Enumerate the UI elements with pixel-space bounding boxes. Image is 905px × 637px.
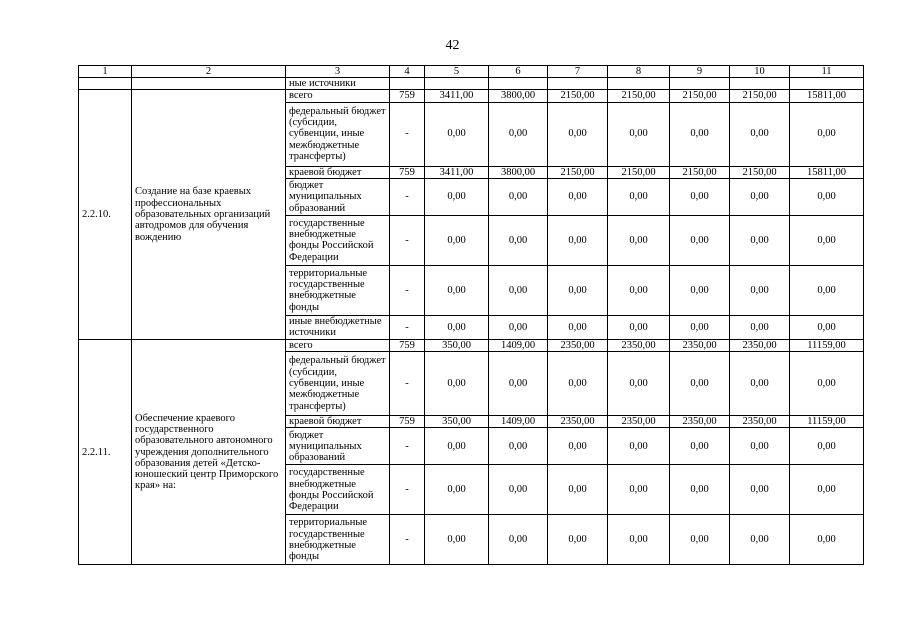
- continuation-row: [79, 78, 864, 90]
- amount-cell: 0,00: [790, 352, 864, 416]
- funding-source: всего: [286, 90, 390, 102]
- column-header: 7: [548, 66, 608, 78]
- amount-cell: 0,00: [790, 178, 864, 215]
- budget-code: -: [390, 265, 425, 315]
- table-body: [79, 66, 864, 565]
- amount-cell: 0,00: [489, 465, 548, 515]
- column-header: 3: [286, 66, 390, 78]
- amount-cell: 0,00: [790, 465, 864, 515]
- amount-cell: 350,00: [425, 416, 489, 428]
- funding-source: краевой бюджет: [286, 416, 390, 428]
- amount-cell: 0,00: [548, 465, 608, 515]
- amount-cell: 2150,00: [548, 166, 608, 178]
- amount-cell: 0,00: [489, 315, 548, 339]
- amount-cell: 2350,00: [548, 416, 608, 428]
- amount-cell: 0,00: [548, 215, 608, 265]
- cell: [670, 78, 730, 90]
- amount-cell: 0,00: [730, 102, 790, 166]
- amount-cell: 2150,00: [548, 90, 608, 102]
- amount-cell: 0,00: [548, 515, 608, 565]
- funding-source: бюджет муниципальных образований: [286, 428, 390, 465]
- amount-cell: 0,00: [425, 178, 489, 215]
- amount-cell: 0,00: [608, 428, 670, 465]
- amount-cell: 0,00: [425, 515, 489, 565]
- amount-cell: 0,00: [730, 178, 790, 215]
- budget-code: 759: [390, 416, 425, 428]
- amount-cell: 2350,00: [670, 416, 730, 428]
- amount-cell: 0,00: [670, 428, 730, 465]
- amount-cell: 0,00: [548, 315, 608, 339]
- amount-cell: 0,00: [608, 102, 670, 166]
- amount-cell: 0,00: [548, 352, 608, 416]
- column-header: 8: [608, 66, 670, 78]
- item-number: 2.2.10.: [79, 90, 132, 340]
- budget-code: -: [390, 178, 425, 215]
- amount-cell: 0,00: [608, 515, 670, 565]
- amount-cell: 0,00: [425, 315, 489, 339]
- amount-cell: 0,00: [670, 265, 730, 315]
- funding-source: федеральный бюджет (субсидии, субвенции, иные межбюджетные трансферты): [286, 102, 390, 166]
- amount-cell: 11159,00: [790, 339, 864, 351]
- amount-cell: 15811,00: [790, 90, 864, 102]
- amount-cell: 3800,00: [489, 90, 548, 102]
- amount-cell: 0,00: [608, 178, 670, 215]
- amount-cell: 2350,00: [608, 416, 670, 428]
- amount-cell: 2150,00: [608, 90, 670, 102]
- column-header: 6: [489, 66, 548, 78]
- amount-cell: 0,00: [608, 265, 670, 315]
- amount-cell: 3411,00: [425, 166, 489, 178]
- amount-cell: 0,00: [608, 352, 670, 416]
- amount-cell: 0,00: [425, 352, 489, 416]
- amount-cell: 2350,00: [608, 339, 670, 351]
- amount-cell: 1409,00: [489, 416, 548, 428]
- amount-cell: 0,00: [670, 352, 730, 416]
- column-header: 1: [79, 66, 132, 78]
- item-title: Создание на базе краевых профессиональных образовательных организаций автодромов для обучения вождению: [132, 90, 286, 340]
- amount-cell: 3800,00: [489, 166, 548, 178]
- budget-code: 759: [390, 166, 425, 178]
- amount-cell: 0,00: [608, 465, 670, 515]
- amount-cell: 0,00: [730, 465, 790, 515]
- amount-cell: 0,00: [730, 315, 790, 339]
- cell: [79, 78, 132, 90]
- amount-cell: 0,00: [425, 265, 489, 315]
- amount-cell: 15811,00: [790, 166, 864, 178]
- amount-cell: 0,00: [548, 428, 608, 465]
- amount-cell: 0,00: [670, 215, 730, 265]
- amount-cell: 0,00: [790, 265, 864, 315]
- amount-cell: 2150,00: [608, 166, 670, 178]
- cell: [425, 78, 489, 90]
- amount-cell: 0,00: [670, 515, 730, 565]
- amount-cell: 0,00: [730, 265, 790, 315]
- budget-code: -: [390, 515, 425, 565]
- budget-code: -: [390, 352, 425, 416]
- funding-source: иные внебюджетные источники: [286, 315, 390, 339]
- cell: [730, 78, 790, 90]
- cell: [548, 78, 608, 90]
- budget-code: 759: [390, 339, 425, 351]
- budget-table: [78, 65, 864, 565]
- amount-cell: 0,00: [670, 465, 730, 515]
- funding-source: федеральный бюджет (субсидии, субвенции, иные межбюджетные трансферты): [286, 352, 390, 416]
- column-header: 10: [730, 66, 790, 78]
- table-row: [79, 90, 864, 102]
- funding-source: всего: [286, 339, 390, 351]
- amount-cell: 0,00: [425, 102, 489, 166]
- budget-code: -: [390, 465, 425, 515]
- amount-cell: 0,00: [608, 215, 670, 265]
- funding-source: государственные внебюджетные фонды Российской Федерации: [286, 215, 390, 265]
- item-number: 2.2.11.: [79, 339, 132, 565]
- budget-code: -: [390, 315, 425, 339]
- amount-cell: 0,00: [489, 352, 548, 416]
- amount-cell: 11159,00: [790, 416, 864, 428]
- amount-cell: 0,00: [790, 102, 864, 166]
- amount-cell: 3411,00: [425, 90, 489, 102]
- amount-cell: 0,00: [548, 102, 608, 166]
- budget-code: -: [390, 428, 425, 465]
- amount-cell: 0,00: [548, 178, 608, 215]
- cell: [132, 78, 286, 90]
- funding-source: бюджет муниципальных образований: [286, 178, 390, 215]
- funding-source: государственные внебюджетные фонды Российской Федерации: [286, 465, 390, 515]
- column-header: 5: [425, 66, 489, 78]
- amount-cell: 2350,00: [730, 416, 790, 428]
- table-row: [79, 339, 864, 351]
- funding-source: краевой бюджет: [286, 166, 390, 178]
- column-header: 11: [790, 66, 864, 78]
- amount-cell: 0,00: [730, 352, 790, 416]
- amount-cell: 2150,00: [730, 166, 790, 178]
- amount-cell: 0,00: [548, 265, 608, 315]
- source-cell: ные источники: [286, 78, 390, 90]
- amount-cell: 350,00: [425, 339, 489, 351]
- amount-cell: 0,00: [790, 428, 864, 465]
- item-title: Обеспечение краевого государственного образовательного автономного учреждения дополнительного образования детей «Детско-юношеский центр Приморского края» на:: [132, 339, 286, 565]
- amount-cell: 0,00: [670, 315, 730, 339]
- amount-cell: 2350,00: [548, 339, 608, 351]
- budget-code: -: [390, 215, 425, 265]
- amount-cell: 0,00: [489, 428, 548, 465]
- amount-cell: 0,00: [489, 102, 548, 166]
- cell: [608, 78, 670, 90]
- amount-cell: 0,00: [425, 428, 489, 465]
- amount-cell: 0,00: [489, 215, 548, 265]
- amount-cell: 0,00: [730, 515, 790, 565]
- amount-cell: 0,00: [425, 465, 489, 515]
- amount-cell: 2150,00: [670, 90, 730, 102]
- budget-code: 759: [390, 90, 425, 102]
- page-number: 42: [445, 38, 460, 53]
- amount-cell: 0,00: [489, 265, 548, 315]
- amount-cell: 0,00: [670, 102, 730, 166]
- cell: [390, 78, 425, 90]
- amount-cell: 0,00: [730, 215, 790, 265]
- amount-cell: 0,00: [425, 215, 489, 265]
- amount-cell: 0,00: [730, 428, 790, 465]
- amount-cell: 1409,00: [489, 339, 548, 351]
- column-header: 2: [132, 66, 286, 78]
- cell: [790, 78, 864, 90]
- amount-cell: 0,00: [670, 178, 730, 215]
- amount-cell: 2350,00: [730, 339, 790, 351]
- amount-cell: 0,00: [790, 315, 864, 339]
- column-header: 4: [390, 66, 425, 78]
- amount-cell: 0,00: [489, 515, 548, 565]
- amount-cell: 0,00: [608, 315, 670, 339]
- amount-cell: 0,00: [790, 215, 864, 265]
- budget-code: -: [390, 102, 425, 166]
- column-header: 9: [670, 66, 730, 78]
- funding-source: территориальные государственные внебюджетные фонды: [286, 515, 390, 565]
- amount-cell: 0,00: [489, 178, 548, 215]
- amount-cell: 2350,00: [670, 339, 730, 351]
- cell: [489, 78, 548, 90]
- column-number-row: [79, 66, 864, 78]
- amount-cell: 0,00: [790, 515, 864, 565]
- funding-source: территориальные государственные внебюджетные фонды: [286, 265, 390, 315]
- amount-cell: 2150,00: [730, 90, 790, 102]
- amount-cell: 2150,00: [670, 166, 730, 178]
